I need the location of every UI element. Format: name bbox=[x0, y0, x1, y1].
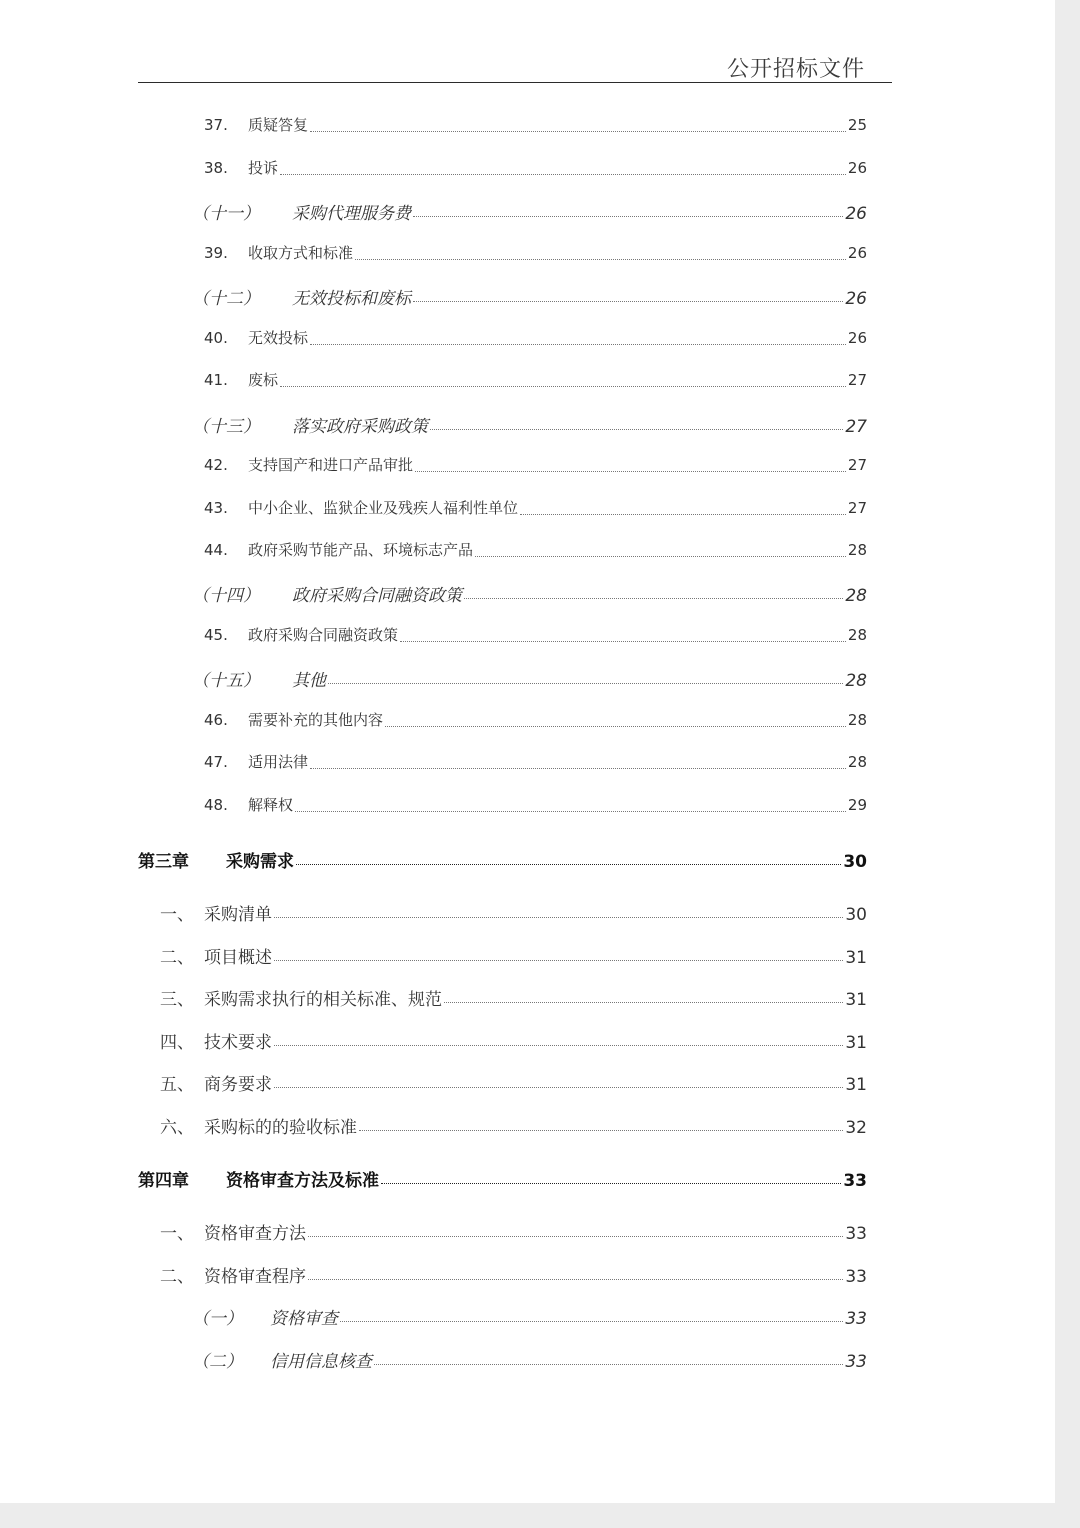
toc-entry[interactable] bbox=[204, 624, 867, 648]
toc-entry-page-number: 31 bbox=[845, 990, 867, 1010]
toc-entry-title: 落实政府采购政策 bbox=[292, 417, 428, 437]
toc-entry[interactable] bbox=[204, 539, 867, 563]
toc-dot-leader bbox=[308, 1236, 843, 1237]
toc-entry-title: 商务要求 bbox=[204, 1075, 272, 1095]
toc-entry[interactable] bbox=[160, 900, 867, 924]
toc-dot-leader bbox=[381, 1183, 841, 1184]
toc-entry-number: （十四） bbox=[192, 586, 260, 606]
toc-entry-title: 质疑答复 bbox=[248, 116, 309, 134]
toc-dot-leader bbox=[295, 811, 846, 812]
toc-entry-title: 采购代理服务费 bbox=[292, 204, 411, 224]
toc-entry-number: 六、 bbox=[160, 1118, 194, 1138]
toc-entry-page-number: 30 bbox=[843, 852, 867, 872]
toc-entry-page-number: 31 bbox=[845, 1075, 867, 1095]
header-divider bbox=[138, 82, 892, 83]
toc-dot-leader bbox=[359, 1130, 843, 1131]
toc-entry-number: 39. bbox=[204, 244, 228, 262]
toc-entry-page-number: 28 bbox=[845, 586, 867, 606]
toc-entry-title: 需要补充的其他内容 bbox=[248, 711, 384, 729]
toc-dot-leader bbox=[385, 726, 846, 727]
toc-entry-number: 五、 bbox=[160, 1075, 194, 1095]
toc-entry-page-number: 33 bbox=[843, 1171, 867, 1191]
toc-dot-leader bbox=[374, 1364, 843, 1365]
toc-dot-leader bbox=[355, 259, 846, 260]
toc-entry[interactable] bbox=[192, 1347, 867, 1371]
toc-entry-page-number: 26 bbox=[847, 244, 867, 262]
toc-entry-page-number: 28 bbox=[847, 711, 867, 729]
toc-dot-leader bbox=[274, 1045, 843, 1046]
toc-entry-page-number: 27 bbox=[845, 417, 867, 437]
toc-entry[interactable] bbox=[192, 666, 867, 690]
toc-entry-number: 一、 bbox=[160, 905, 194, 925]
toc-entry-page-number: 26 bbox=[845, 204, 867, 224]
toc-entry-number: 四、 bbox=[160, 1033, 194, 1053]
toc-entry-title: 资格审查 bbox=[270, 1309, 338, 1329]
toc-entry[interactable] bbox=[204, 327, 867, 351]
toc-entry[interactable] bbox=[204, 114, 867, 138]
toc-entry-title: 资格审查方法及标准 bbox=[226, 1171, 379, 1191]
toc-dot-leader bbox=[274, 1087, 843, 1088]
toc-entry-page-number: 28 bbox=[847, 541, 867, 559]
toc-entry-number: 42. bbox=[204, 456, 228, 474]
toc-entry-page-number: 27 bbox=[847, 499, 867, 517]
toc-dot-leader bbox=[296, 864, 841, 865]
toc-entry-number: 第三章 bbox=[138, 852, 189, 872]
toc-entry-title: 信用信息核查 bbox=[270, 1352, 372, 1372]
toc-entry[interactable] bbox=[192, 1304, 867, 1328]
toc-entry[interactable] bbox=[160, 1113, 867, 1137]
toc-entry-title: 采购清单 bbox=[204, 905, 272, 925]
toc-entry-title: 适用法律 bbox=[248, 753, 309, 771]
toc-entry-title: 解释权 bbox=[248, 796, 294, 814]
toc-entry-number: 二、 bbox=[160, 1267, 194, 1287]
header-title: 公开招标文件 bbox=[726, 57, 865, 82]
toc-entry[interactable] bbox=[192, 199, 867, 223]
toc-dot-leader bbox=[340, 1321, 843, 1322]
toc-entry-number: 41. bbox=[204, 371, 228, 389]
toc-dot-leader bbox=[328, 683, 843, 684]
toc-entry-number: （二） bbox=[192, 1352, 243, 1372]
toc-dot-leader bbox=[413, 216, 843, 217]
toc-entry-title: 其他 bbox=[292, 671, 326, 691]
toc-entry-title: 项目概述 bbox=[204, 948, 272, 968]
toc-entry-title: 采购需求 bbox=[226, 852, 294, 872]
toc-dot-leader bbox=[280, 386, 846, 387]
toc-entry[interactable] bbox=[204, 242, 867, 266]
toc-entry-title: 采购标的的验收标准 bbox=[204, 1118, 357, 1138]
toc-entry[interactable] bbox=[204, 369, 867, 393]
toc-dot-leader bbox=[430, 429, 843, 430]
toc-entry-page-number: 33 bbox=[845, 1352, 867, 1372]
toc-dot-leader bbox=[310, 768, 846, 769]
toc-dot-leader bbox=[413, 301, 843, 302]
toc-dot-leader bbox=[444, 1002, 843, 1003]
toc-dot-leader bbox=[520, 514, 846, 515]
toc-entry-number: （一） bbox=[192, 1309, 243, 1329]
toc-dot-leader bbox=[475, 556, 846, 557]
toc-entry[interactable] bbox=[204, 794, 867, 818]
toc-entry-number: （十一） bbox=[192, 204, 260, 224]
toc-entry[interactable] bbox=[192, 284, 867, 308]
toc-dot-leader bbox=[464, 598, 843, 599]
toc-dot-leader bbox=[415, 471, 846, 472]
toc-entry-page-number: 31 bbox=[845, 1033, 867, 1053]
toc-entry-number: 37. bbox=[204, 116, 228, 134]
toc-entry-number: （十三） bbox=[192, 417, 260, 437]
toc-entry-number: （十五） bbox=[192, 671, 260, 691]
toc-entry-title: 中小企业、监狱企业及残疾人福利性单位 bbox=[248, 499, 519, 517]
toc-dot-leader bbox=[310, 131, 846, 132]
toc-entry-page-number: 33 bbox=[845, 1267, 867, 1287]
toc-entry[interactable] bbox=[160, 943, 867, 967]
toc-entry[interactable] bbox=[160, 1219, 867, 1243]
toc-entry-page-number: 25 bbox=[847, 116, 867, 134]
toc-entry-title: 投诉 bbox=[248, 159, 279, 177]
toc-dot-leader bbox=[400, 641, 846, 642]
toc-entry-page-number: 28 bbox=[847, 626, 867, 644]
toc-entry-title: 废标 bbox=[248, 371, 279, 389]
toc-entry-page-number: 28 bbox=[845, 671, 867, 691]
toc-entry-number: 44. bbox=[204, 541, 228, 559]
toc-entry[interactable] bbox=[138, 1166, 867, 1190]
toc-entry-number: 45. bbox=[204, 626, 228, 644]
toc-entry-title: 政府采购合同融资政策 bbox=[248, 626, 399, 644]
toc-entry-page-number: 26 bbox=[847, 329, 867, 347]
toc-entry[interactable] bbox=[160, 985, 867, 1009]
toc-entry-number: （十二） bbox=[192, 289, 260, 309]
toc-entry-number: 46. bbox=[204, 711, 228, 729]
toc-entry-page-number: 32 bbox=[845, 1118, 867, 1138]
toc-entry[interactable] bbox=[160, 1028, 867, 1052]
toc-entry-title: 技术要求 bbox=[204, 1033, 272, 1053]
toc-entry-page-number: 27 bbox=[847, 371, 867, 389]
toc-entry-page-number: 26 bbox=[847, 159, 867, 177]
toc-entry-title: 政府采购合同融资政策 bbox=[292, 586, 462, 606]
toc-entry-title: 政府采购节能产品、环境标志产品 bbox=[248, 541, 474, 559]
toc-entry[interactable] bbox=[160, 1262, 867, 1286]
toc-entry-page-number: 33 bbox=[845, 1224, 867, 1244]
toc-entry[interactable] bbox=[204, 497, 867, 521]
toc-entry[interactable] bbox=[138, 847, 867, 871]
toc-entry-title: 无效投标 bbox=[248, 329, 309, 347]
toc-entry-page-number: 26 bbox=[845, 289, 867, 309]
toc-entry[interactable] bbox=[204, 751, 867, 775]
toc-entry-title: 资格审查方法 bbox=[204, 1224, 306, 1244]
toc-dot-leader bbox=[280, 174, 846, 175]
toc-entry-page-number: 27 bbox=[847, 456, 867, 474]
toc-entry[interactable] bbox=[204, 157, 867, 181]
toc-entry[interactable] bbox=[204, 454, 867, 478]
toc-entry[interactable] bbox=[192, 581, 867, 605]
toc-entry[interactable] bbox=[204, 709, 867, 733]
toc-entry-number: 第四章 bbox=[138, 1171, 189, 1191]
toc-entry-number: 40. bbox=[204, 329, 228, 347]
toc-entry-title: 采购需求执行的相关标准、规范 bbox=[204, 990, 442, 1010]
toc-entry-page-number: 30 bbox=[845, 905, 867, 925]
toc-entry-page-number: 31 bbox=[845, 948, 867, 968]
toc-entry-page-number: 28 bbox=[847, 753, 867, 771]
toc-entry-number: 二、 bbox=[160, 948, 194, 968]
toc-entry-number: 三、 bbox=[160, 990, 194, 1010]
toc-entry-number: 48. bbox=[204, 796, 228, 814]
toc-entry-title: 无效投标和废标 bbox=[292, 289, 411, 309]
toc-entry-page-number: 29 bbox=[847, 796, 867, 814]
toc-entry-number: 47. bbox=[204, 753, 228, 771]
toc-entry[interactable] bbox=[192, 412, 867, 436]
toc-entry-title: 资格审查程序 bbox=[204, 1267, 306, 1287]
toc-entry-number: 一、 bbox=[160, 1224, 194, 1244]
toc-entry-title: 收取方式和标准 bbox=[248, 244, 354, 262]
toc-entry-number: 43. bbox=[204, 499, 228, 517]
toc-entry-page-number: 33 bbox=[845, 1309, 867, 1329]
toc-entry-title: 支持国产和进口产品审批 bbox=[248, 456, 414, 474]
toc-entry[interactable] bbox=[160, 1070, 867, 1094]
toc-entry-number: 38. bbox=[204, 159, 228, 177]
toc-dot-leader bbox=[274, 917, 843, 918]
toc-dot-leader bbox=[308, 1279, 843, 1280]
toc-dot-leader bbox=[310, 344, 846, 345]
toc-dot-leader bbox=[274, 960, 843, 961]
